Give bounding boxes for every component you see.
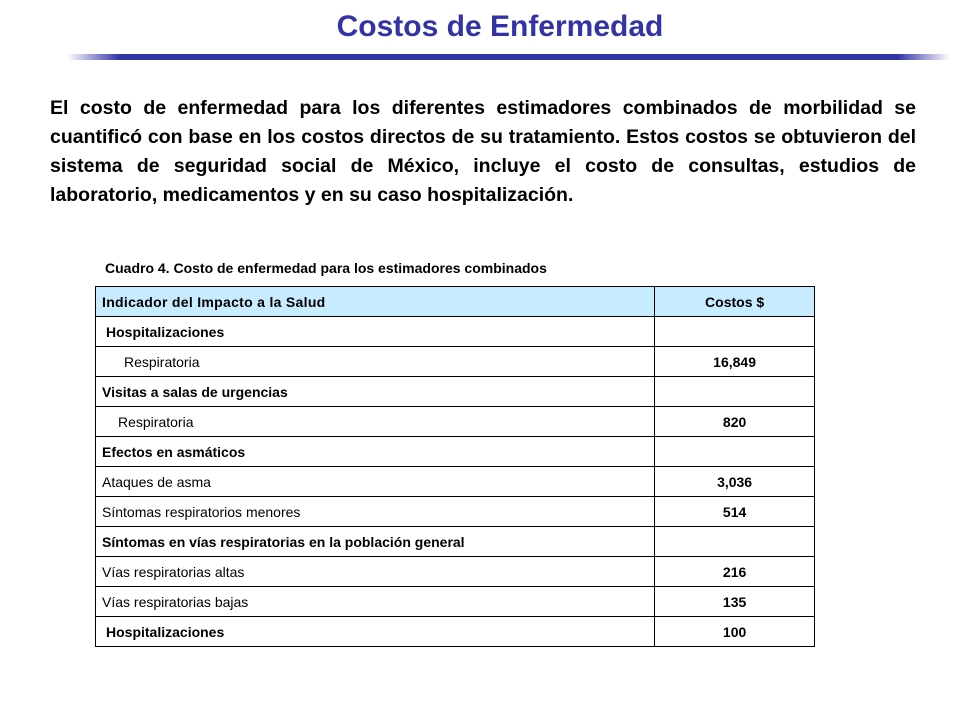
row-cost <box>655 317 815 347</box>
row-label: Vías respiratorias bajas <box>96 587 655 617</box>
row-cost: 135 <box>655 587 815 617</box>
row-cost: 820 <box>655 407 815 437</box>
row-label: Visitas a salas de urgencias <box>96 377 655 407</box>
row-cost: 216 <box>655 557 815 587</box>
row-cost: 3,036 <box>655 467 815 497</box>
intro-paragraph: El costo de enfermedad para los diferentes estimadores combinados de morbilidad se cuantificó con base en los costos directos de su tratamiento. Estos costos se obtuvieron del sistema de seguridad social de México, incluye el costo de consultas, estudios de laboratorio, medicamentos y en su caso hospitalización. <box>50 97 916 206</box>
row-cost: 16,849 <box>655 347 815 377</box>
table-caption: Cuadro 4. Costo de enfermedad para los estimadores combinados <box>105 260 547 276</box>
table-header-row <box>96 287 815 317</box>
row-cost: 514 <box>655 497 815 527</box>
row-cost <box>655 377 815 407</box>
row-label: Hospitalizaciones <box>96 617 655 647</box>
cost-table <box>95 286 815 647</box>
row-cost <box>655 527 815 557</box>
table-row <box>96 317 815 347</box>
slide-title: Costos de Enfermedad <box>336 10 664 43</box>
row-label: Efectos en asmáticos <box>96 437 655 467</box>
table-row <box>96 467 815 497</box>
row-cost: 100 <box>655 617 815 647</box>
row-cost <box>655 437 815 467</box>
row-label: Ataques de asma <box>96 467 655 497</box>
row-label: Vías respiratorias altas <box>96 557 655 587</box>
table-row <box>96 497 815 527</box>
row-label: Síntomas respiratorios menores <box>96 497 655 527</box>
header-indicator: Indicador del Impacto a la Salud <box>96 287 655 317</box>
table-body <box>96 317 815 647</box>
table-row <box>96 347 815 377</box>
row-label: Hospitalizaciones <box>96 317 655 347</box>
row-label: Respiratoria <box>96 407 655 437</box>
table-row <box>96 557 815 587</box>
table-row <box>96 527 815 557</box>
title-underline <box>67 54 950 60</box>
table-row <box>96 407 815 437</box>
table-row <box>96 377 815 407</box>
table-row <box>96 587 815 617</box>
table-row <box>96 437 815 467</box>
row-label: Síntomas en vías respiratorias en la población general <box>96 527 655 557</box>
row-label: Respiratoria <box>96 347 655 377</box>
table-row <box>96 617 815 647</box>
header-cost: Costos $ <box>655 287 815 317</box>
